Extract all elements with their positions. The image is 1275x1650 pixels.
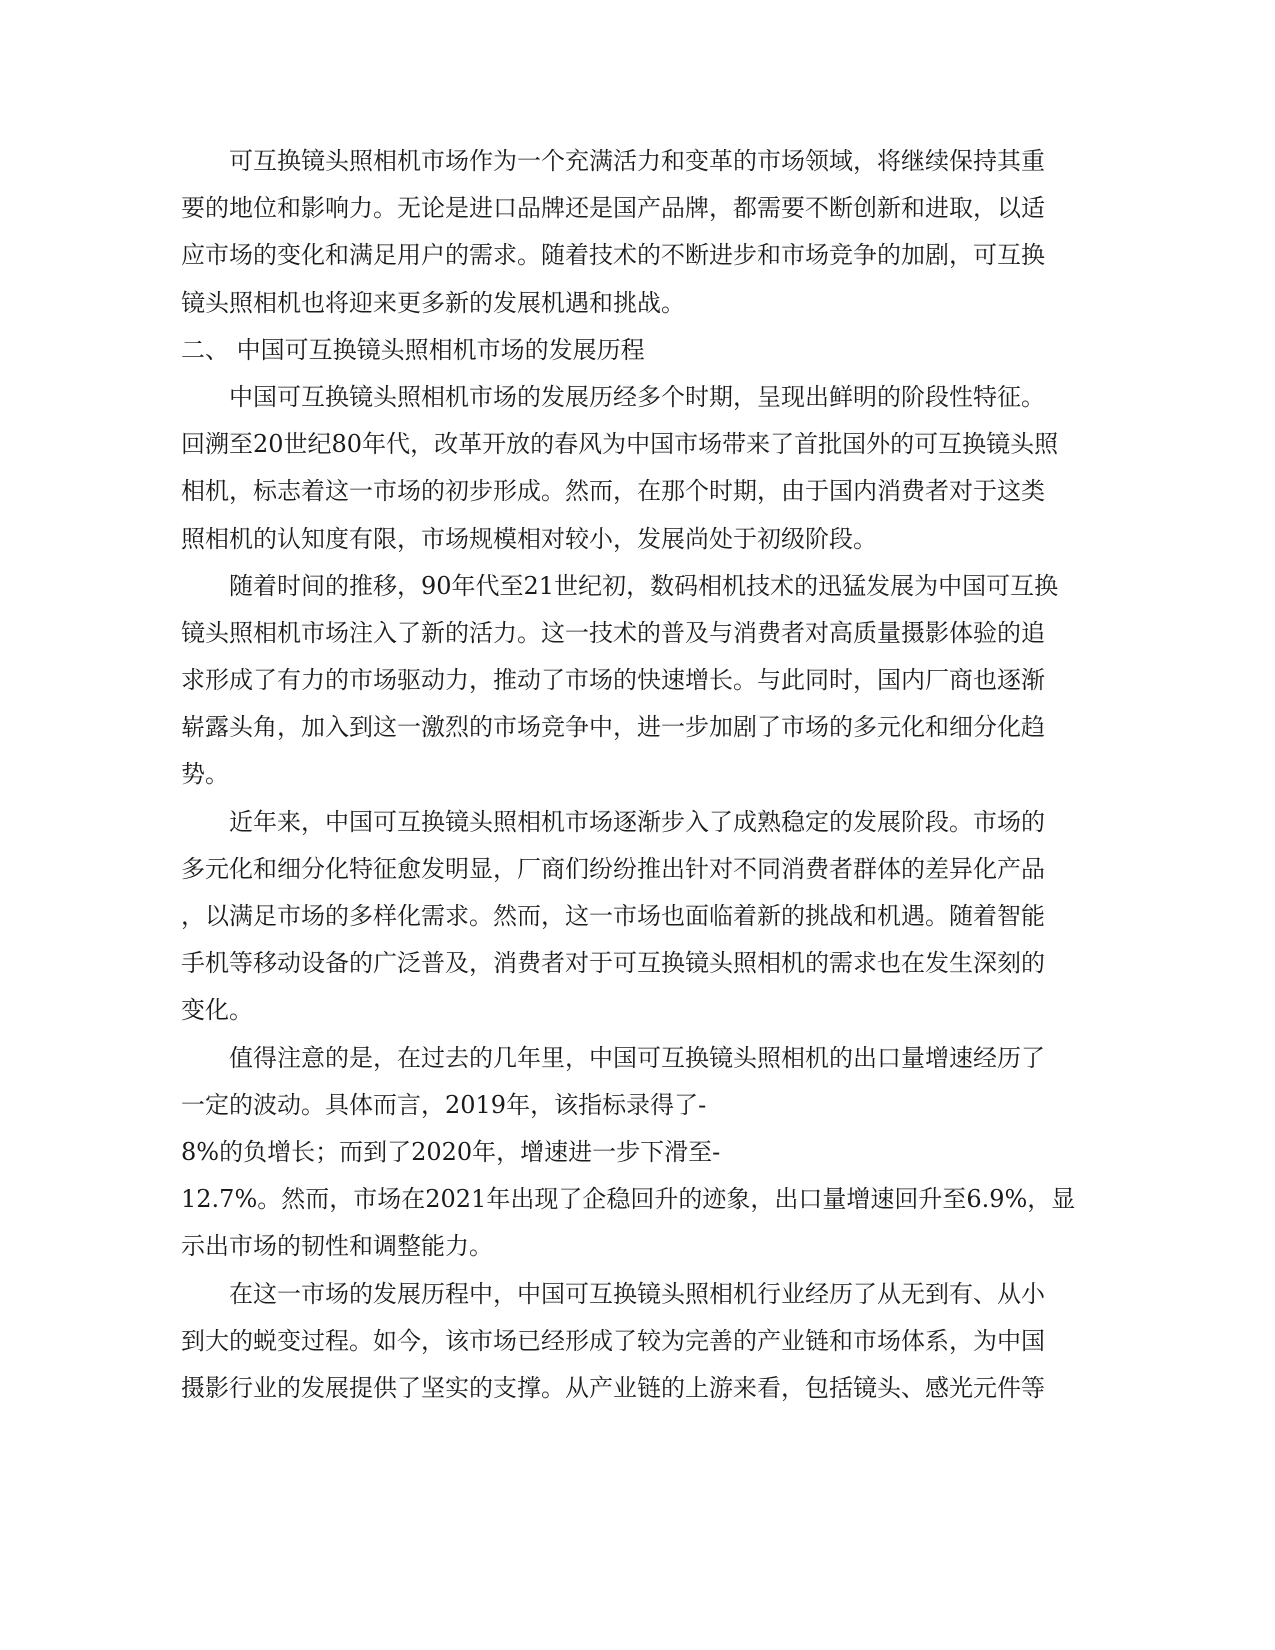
text-line: 镜头照相机市场注入了新的活力。这一技术的普及与消费者对高质量摄影体验的追 <box>181 618 1045 647</box>
text-line: 应市场的变化和满足用户的需求。随着技术的不断进步和市场竞争的加剧，可互换 <box>181 241 1045 270</box>
text-line: 近年来，中国可互换镜头照相机市场逐渐步入了成熟稳定的发展阶段。市场的 <box>229 807 1045 836</box>
text-line: 到大的蜕变过程。如今，该市场已经形成了较为完善的产业链和市场体系，为中国 <box>181 1326 1045 1355</box>
text-line: 值得注意的是，在过去的几年里，中国可互换镜头照相机的出口量增速经历了 <box>229 1043 1045 1072</box>
text-line: 摄影行业的发展提供了坚实的支撑。从产业链的上游来看，包括镜头、感光元件等 <box>181 1373 1045 1402</box>
text-line: 势。 <box>181 760 229 789</box>
text-line: 多元化和细分化特征愈发明显，厂商们纷纷推出针对不同消费者群体的差异化产品 <box>181 854 1045 883</box>
text-line: 相机，标志着这一市场的初步形成。然而，在那个时期，由于国内消费者对于这类 <box>181 477 1045 506</box>
document-page <box>181 138 1076 1412</box>
text-line: 变化。 <box>181 996 253 1025</box>
text-line: 12.7%。然而，市场在2021年出现了企稳回升的迹象，出口量增速回升至6.9%，显 <box>181 1185 1076 1214</box>
text-line: ，以满足市场的多样化需求。然而，这一市场也面临着新的挑战和机遇。随着智能 <box>181 902 1045 930</box>
text-line: 求形成了有力的市场驱动力，推动了市场的快速增长。与此同时，国内厂商也逐渐 <box>181 666 1045 695</box>
text-line: 随着时间的推移，90年代至21世纪初，数码相机技术的迅猛发展为中国可互换 <box>229 571 1059 600</box>
section-heading: 二、 中国可互换镜头照相机市场的发展历程 <box>181 335 645 364</box>
text-line: 8%的负增长；而到了2020年，增速进一步下滑至- <box>181 1137 721 1166</box>
text-line: 回溯至20世纪80年代，改革开放的春风为中国市场带来了首批国外的可互换镜头照 <box>181 430 1059 459</box>
text-line: 中国可互换镜头照相机市场的发展历经多个时期，呈现出鲜明的阶段性特征。 <box>229 382 1045 411</box>
text-line: 要的地位和影响力。无论是进口品牌还是国产品牌，都需要不断创新和进取，以适 <box>181 194 1045 223</box>
text-line: 镜头照相机也将迎来更多新的发展机遇和挑战。 <box>181 288 685 317</box>
text-line: 在这一市场的发展历程中，中国可互换镜头照相机行业经历了从无到有、从小 <box>229 1279 1045 1308</box>
text-line: 可互换镜头照相机市场作为一个充满活力和变革的市场领域，将继续保持其重 <box>229 147 1045 175</box>
text-line: 手机等移动设备的广泛普及，消费者对于可互换镜头照相机的需求也在发生深刻的 <box>181 949 1045 978</box>
text-line: 示出市场的韧性和调整能力。 <box>181 1232 493 1261</box>
text-line: 崭露头角，加入到这一激烈的市场竞争中，进一步加剧了市场的多元化和细分化趋 <box>181 713 1045 742</box>
text-line: 一定的波动。具体而言，2019年，该指标录得了- <box>181 1090 707 1119</box>
text-line: 照相机的认知度有限，市场规模相对较小，发展尚处于初级阶段。 <box>181 524 877 553</box>
